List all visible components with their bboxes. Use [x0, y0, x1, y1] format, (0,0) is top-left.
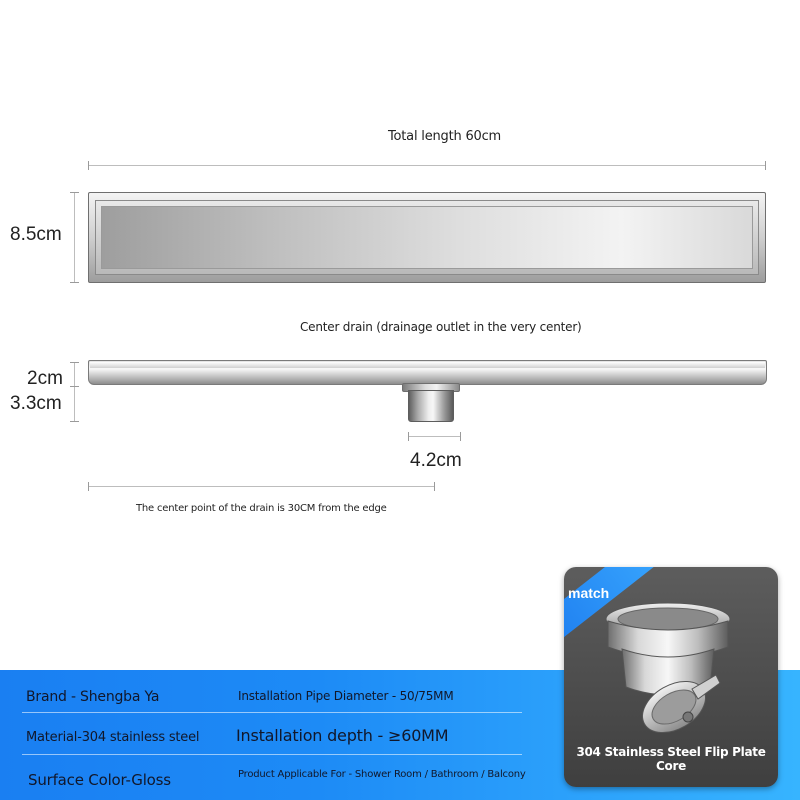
height-tick-mid [70, 386, 79, 387]
height-tick-bottom [70, 421, 79, 422]
total-length-line [88, 165, 766, 166]
spec-pipe-diameter: Installation Pipe Diameter - 50/75MM [238, 689, 454, 703]
spec-divider-2 [22, 754, 522, 755]
height-tick-top [70, 362, 79, 363]
outlet-tick-left [408, 432, 409, 441]
center-point-note: The center point of the drain is 30CM from the edge [136, 503, 387, 514]
total-length-label: Total length 60cm [388, 129, 502, 144]
total-height-label: 3.3cm [10, 393, 62, 414]
product-match-card [564, 567, 778, 787]
total-length-tick-left [88, 161, 89, 170]
flip-plate-core-image [564, 577, 778, 757]
height-line [74, 362, 75, 422]
center-point-line [88, 486, 435, 487]
spec-applicable: Product Applicable For - Shower Room / Bathroom / Balcony [238, 769, 526, 780]
center-point-tick-right [434, 482, 435, 491]
width-tick-top [70, 192, 79, 193]
outlet-tick-right [460, 432, 461, 441]
outlet-diameter-line [408, 436, 461, 437]
body-height-label: 2cm [27, 368, 63, 389]
spec-material: Material-304 stainless steel [26, 730, 200, 745]
total-length-tick-right [765, 161, 766, 170]
center-point-tick-left [88, 482, 89, 491]
spec-divider-1 [22, 712, 522, 713]
outlet-diameter-label: 4.2cm [410, 450, 462, 471]
width-line [74, 192, 75, 283]
match-badge: match [568, 585, 610, 601]
spec-surface: Surface Color-Gloss [28, 771, 171, 789]
spec-brand: Brand - Shengba Ya [26, 689, 160, 705]
spec-installation-depth: Installation depth - ≥60MM [236, 726, 449, 745]
width-tick-bottom [70, 282, 79, 283]
drain-outlet-pipe [408, 390, 454, 422]
width-label: 8.5cm [10, 224, 62, 245]
product-card-caption: 304 Stainless Steel Flip Plate Core [576, 745, 766, 773]
center-drain-label: Center drain (drainage outlet in the very center) [300, 320, 582, 334]
drain-side-view-lip [90, 362, 765, 368]
drain-top-view-plate [101, 206, 753, 269]
